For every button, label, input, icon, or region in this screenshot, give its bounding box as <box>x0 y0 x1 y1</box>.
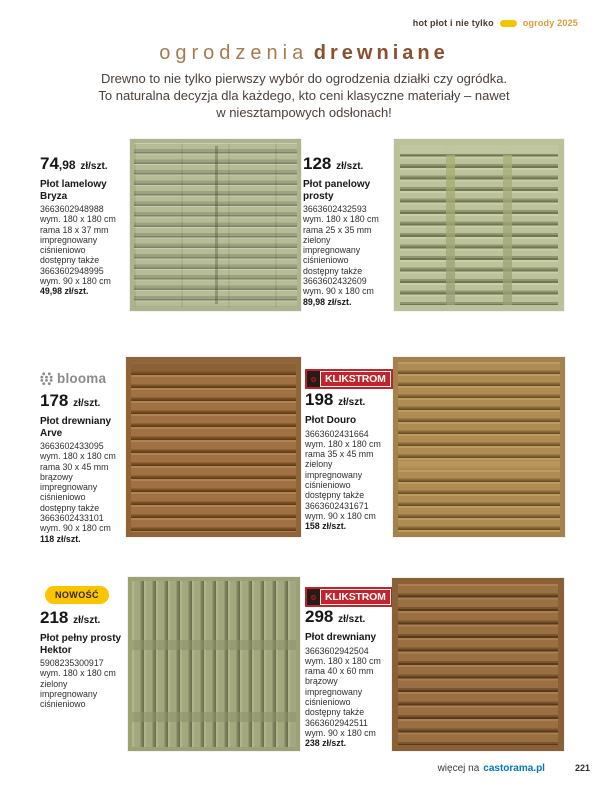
spec-line: 3663602433101 <box>40 513 104 524</box>
product-photo-fence-hektor <box>128 577 300 751</box>
price-main: 74 <box>40 154 59 173</box>
spec-line: dostępny także <box>40 502 100 513</box>
header-edition: ogrody 2025 <box>522 18 578 28</box>
spec-line: rama 25 x 35 mm <box>303 224 372 235</box>
price <box>303 154 401 176</box>
spec-line: ciśnieniowo <box>303 255 349 266</box>
brand-klikstrom-logo <box>305 369 393 389</box>
spec-line: impregnowany <box>40 688 98 699</box>
spec-line: wym. 180 x 180 cm <box>305 438 381 449</box>
product-card-douro <box>305 390 397 531</box>
spec-line: 3663602948988 <box>40 204 104 214</box>
price-unit: zł/szt. <box>336 161 364 172</box>
spec-line: 3663602431671 <box>305 500 369 511</box>
spec-line: wym. 90 x 180 cm <box>305 510 376 521</box>
price-unit: zł/szt. <box>73 398 101 409</box>
spec-line: dostępny także <box>305 490 365 501</box>
alt-price: 118 zł/szt. <box>40 533 81 544</box>
alt-price: 238 zł/szt. <box>305 738 347 749</box>
product-specs <box>40 204 132 286</box>
product-specs <box>303 204 401 297</box>
spec-line: ciśnieniowo <box>305 696 351 707</box>
spec-line: impregnowany <box>303 245 361 256</box>
product-card-drewniany <box>305 607 397 748</box>
price-unit: zł/szt. <box>338 614 366 625</box>
product-photo-fence-douro <box>393 357 565 537</box>
spec-line: ciśnieniowo <box>40 492 86 503</box>
spec-line: wym. 180 x 180 cm <box>40 214 116 225</box>
spec-line: ciśnieniowo <box>40 245 86 256</box>
alt-price: 158 zł/szt. <box>305 521 347 532</box>
product-specs <box>40 658 132 709</box>
brand-name: blooma <box>57 371 107 386</box>
spec-line: wym. 180 x 180 cm <box>40 451 116 462</box>
spec-line: dostępny także <box>40 255 100 266</box>
product-name: Płot lamelowy Bryza <box>40 179 107 202</box>
alt-price: 89,98 zł/szt. <box>303 296 352 307</box>
product-photo-fence-bryza <box>130 139 301 311</box>
spec-line: brązowy <box>40 471 73 482</box>
alt-price: 49,98 zł/szt. <box>40 286 89 297</box>
spec-line: rama 30 x 45 mm <box>40 461 109 472</box>
spec-line: impregnowany <box>40 482 98 493</box>
spec-line: zielony <box>303 234 331 245</box>
price-main: 178 <box>40 391 69 410</box>
spec-line: 5908235300917 <box>40 658 104 668</box>
spec-line: rama 40 x 60 mm <box>305 666 374 677</box>
spec-line: 3663602431664 <box>305 428 369 439</box>
price <box>305 607 397 629</box>
product-name: Płot drewniany Arve <box>40 416 112 439</box>
brand-name: KLIKSTROM <box>320 371 391 387</box>
spec-line: ciśnieniowo <box>40 699 86 710</box>
price-main: 198 <box>305 390 334 409</box>
price <box>40 154 132 176</box>
price <box>40 391 132 413</box>
title-light: ogrodzenia <box>159 42 309 64</box>
spec-line: 3663602942511 <box>305 717 368 728</box>
spec-line: wym. 180 x 180 cm <box>40 668 116 679</box>
intro-text: Drewno to nie tylko pierwszy wybór do ogrodzenia działki czy ogródka. To naturalna decyzja dla każdego, kto ceni klasyczne materiały – nawet w niesztampowych odsłonach! <box>98 71 510 120</box>
spec-line: wym. 90 x 180 cm <box>305 727 376 738</box>
spec-line: wym. 90 x 180 cm <box>303 286 374 297</box>
spec-line: rama 18 x 37 mm <box>40 224 109 235</box>
price-unit: zł/szt. <box>80 161 108 172</box>
product-card-hektor <box>40 608 132 709</box>
header-tagline: hot płot i nie tylko <box>412 18 494 28</box>
page-number: 221 <box>574 763 590 773</box>
spec-line: wym. 90 x 180 cm <box>40 276 111 287</box>
brand-name: KLIKSTROM <box>320 589 391 605</box>
spec-line: wym. 180 x 180 cm <box>305 655 381 666</box>
spec-line: ciśnieniowo <box>305 479 351 490</box>
brand-blooma-logo <box>39 371 106 386</box>
product-card-panelowy <box>303 154 401 307</box>
title-bold: drewniane <box>313 42 449 64</box>
page-title <box>0 42 608 65</box>
spec-line: impregnowany <box>305 469 363 480</box>
product-name: Płot Douro <box>305 415 357 426</box>
product-name: Płot drewniany <box>305 632 377 643</box>
product-card-bryza <box>40 154 132 297</box>
spec-line: dostępny także <box>303 265 363 276</box>
price-decimal: ,98 <box>58 158 76 172</box>
price-main: 298 <box>305 607 334 626</box>
spec-line: 3663602433095 <box>40 441 104 451</box>
new-badge: NOWOŚĆ <box>45 586 109 604</box>
spec-line: brązowy <box>305 676 338 687</box>
klikstrom-emblem-icon <box>307 589 320 605</box>
spec-line: dostępny także <box>305 707 365 718</box>
hot-pill-icon <box>500 20 517 27</box>
product-photo-fence-drewniany <box>392 578 564 751</box>
spec-line: rama 35 x 45 mm <box>305 449 374 460</box>
product-photo-fence-panelowy <box>394 139 564 311</box>
price <box>40 608 132 630</box>
product-photo-fence-arve <box>126 357 301 537</box>
price-main: 128 <box>303 154 332 173</box>
product-name: Płot panelowy prosty <box>303 179 371 202</box>
price-unit: zł/szt. <box>73 615 101 626</box>
brand-klikstrom-logo <box>305 587 393 607</box>
blooma-logo-icon <box>39 371 54 386</box>
price-unit: zł/szt. <box>338 397 366 408</box>
product-specs <box>305 429 397 522</box>
page-footer <box>438 763 590 774</box>
spec-line: zielony <box>305 459 333 470</box>
page-header <box>413 18 578 28</box>
product-specs <box>40 441 132 534</box>
spec-line: wym. 90 x 180 cm <box>40 523 111 534</box>
castorama-link[interactable]: castorama.pl <box>483 763 545 774</box>
product-specs <box>305 646 397 739</box>
spec-line: 3663602948995 <box>40 265 104 276</box>
klikstrom-emblem-icon <box>307 371 320 387</box>
spec-line: wym. 180 x 180 cm <box>303 214 379 225</box>
price <box>305 390 397 412</box>
price-main: 218 <box>40 608 69 627</box>
footer-more-label: więcej na <box>437 763 480 774</box>
spec-line: 3663602942504 <box>305 645 369 656</box>
spec-line: 3663602432609 <box>303 276 367 287</box>
spec-line: impregnowany <box>305 686 363 697</box>
spec-line: 3663602432593 <box>303 204 367 214</box>
spec-line: impregnowany <box>40 234 98 245</box>
product-card-arve <box>40 391 132 544</box>
spec-line: zielony <box>40 678 68 689</box>
product-name: Płot pełny prosty Hektor <box>40 633 122 656</box>
